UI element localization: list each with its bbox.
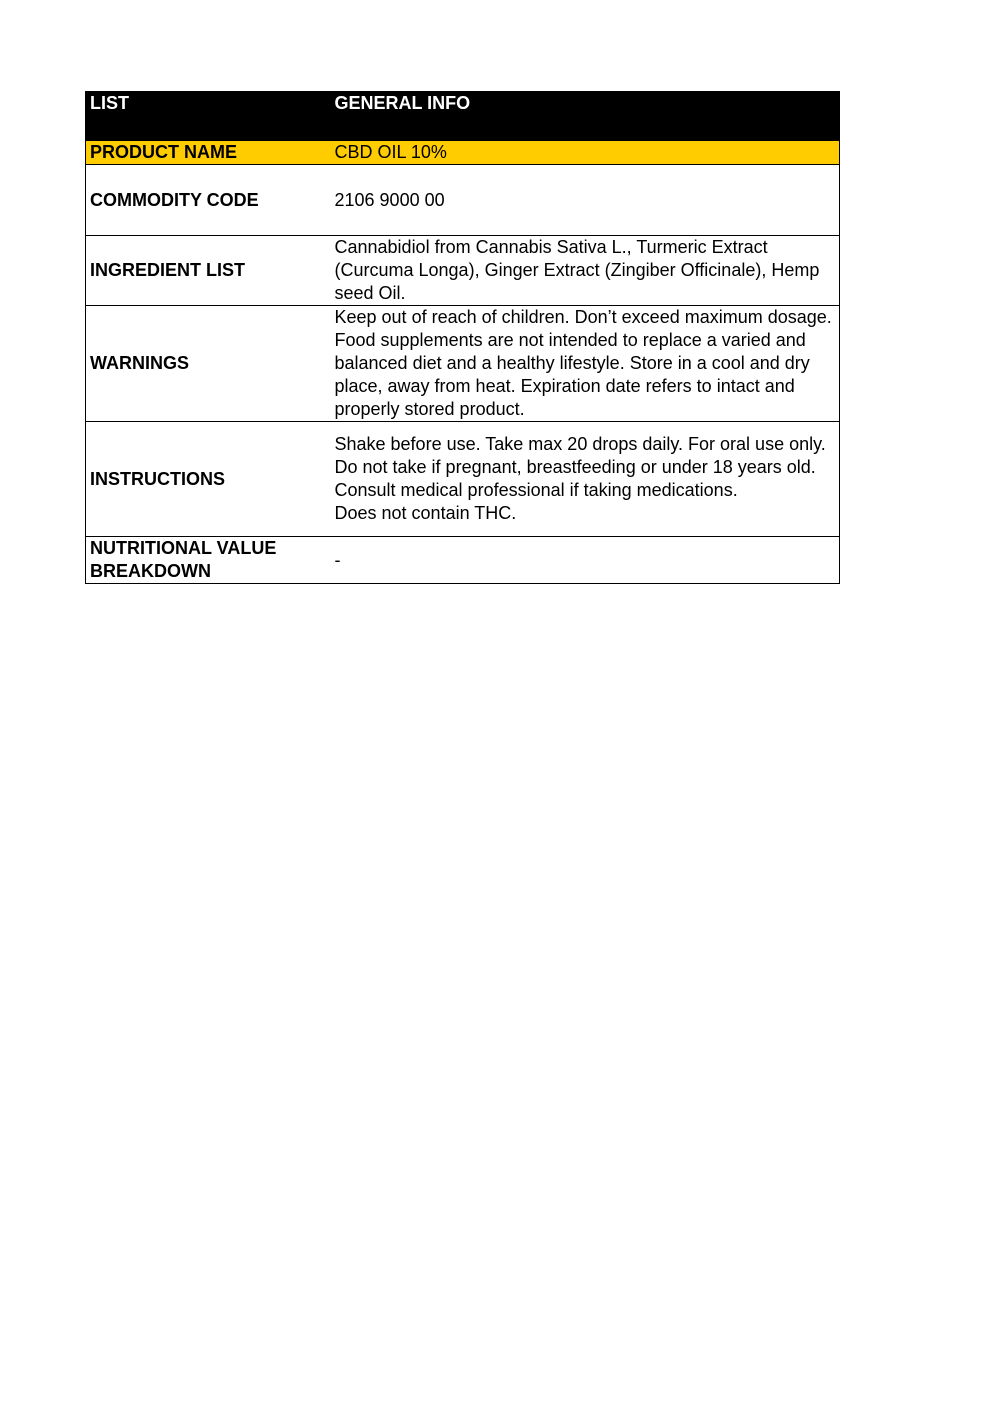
row-label: PRODUCT NAME xyxy=(86,141,331,165)
table-header-row xyxy=(86,91,840,141)
row-warnings xyxy=(86,306,840,422)
row-label: INGREDIENT LIST xyxy=(86,236,331,306)
row-commodity-code xyxy=(86,165,840,236)
header-list: LIST xyxy=(86,91,331,141)
header-general-info: GENERAL INFO xyxy=(331,91,840,141)
row-label: NUTRITIONAL VALUE BREAKDOWN xyxy=(86,537,331,584)
row-value: 2106 9000 00 xyxy=(331,165,840,236)
row-label: WARNINGS xyxy=(86,306,331,422)
row-instructions xyxy=(86,422,840,537)
product-spec-table xyxy=(85,91,840,584)
row-product-name xyxy=(86,141,840,165)
row-value: Keep out of reach of children. Don’t exceed maximum dosage. Food supplements are not intended to replace a varied and balanced diet and a healthy lifestyle. Store in a cool and dry place, away from heat. Expiration date refers to intact and properly stored product. xyxy=(331,306,840,422)
row-label: COMMODITY CODE xyxy=(86,165,331,236)
row-label: INSTRUCTIONS xyxy=(86,422,331,537)
row-value: - xyxy=(331,537,840,584)
row-value: Shake before use. Take max 20 drops daily. For oral use only. Do not take if pregnant, breastfeeding or under 18 years old. Consult medical professional if taking medications. Does not contain THC. xyxy=(331,422,840,537)
row-nutritional-value xyxy=(86,537,840,584)
row-value: Cannabidiol from Cannabis Sativa L., Turmeric Extract (Curcuma Longa), Ginger Extract (Zingiber Officinale), Hemp seed Oil. xyxy=(331,236,840,306)
row-value: CBD OIL 10% xyxy=(331,141,840,165)
row-ingredient-list xyxy=(86,236,840,306)
